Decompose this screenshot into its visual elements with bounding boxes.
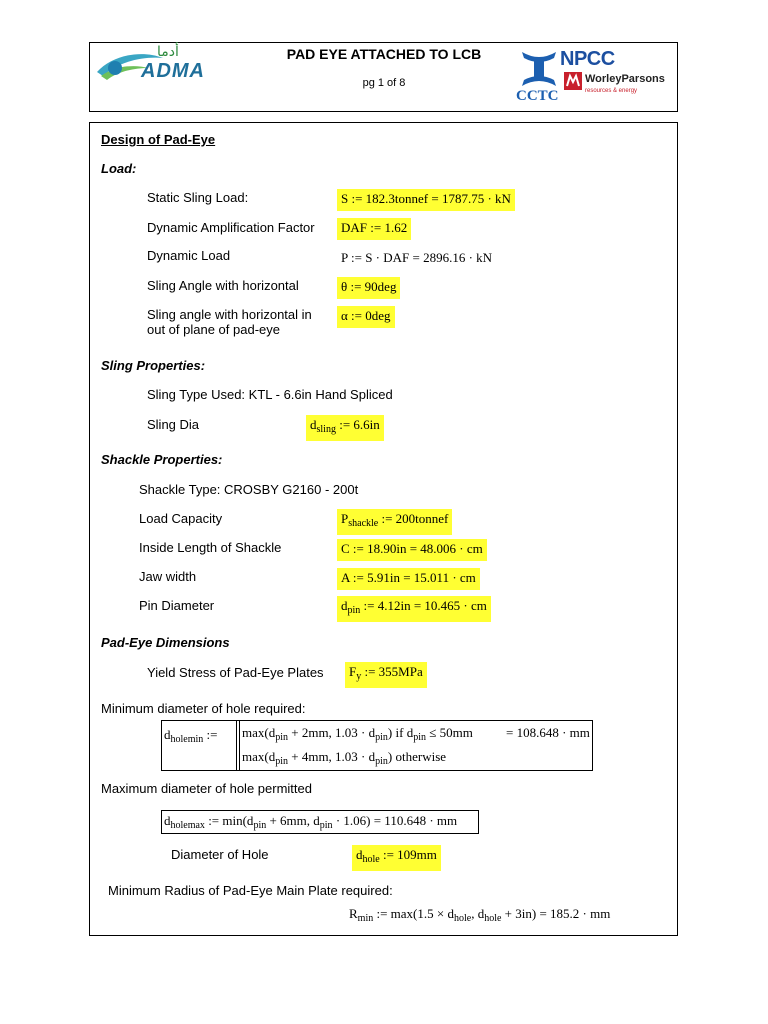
hole-diameter-value: $d_{hole}$ := 109mm (352, 845, 441, 871)
out-of-plane-value: α := 0deg (337, 306, 395, 328)
padeye-dimensions-heading: Pad-Eye Dimensions (101, 635, 230, 650)
pin-diameter-label: Pin Diameter (139, 598, 215, 613)
load-heading: Load: (101, 161, 137, 176)
daf-value: DAF := 1.62 (337, 218, 411, 240)
holemin-divider-inner (239, 721, 240, 770)
max-hole-label: Maximum diameter of hole permitted (101, 781, 312, 796)
shackle-type-text: Shackle Type: CROSBY G2160 - 200t (139, 482, 359, 497)
worleyparsons-emblem-icon (564, 72, 582, 90)
holemin-case-2: $\max(d_{pin} + 4mm$, $1.03 \cdot d_{pin}$) otherwise (242, 749, 447, 767)
sling-dia-value: $d_{sling}$ := 6.6in (306, 415, 384, 441)
adma-logo-arabic: أدما (157, 44, 179, 60)
worleyparsons-tagline: resources & energy (585, 88, 638, 94)
holemin-formula-box (161, 720, 593, 771)
worleyparsons-logo-text: WorleyParsons (585, 73, 665, 85)
yield-stress-value: $F_y$ := 355MPa (345, 662, 427, 688)
load-capacity-value: $P_{shackle}$ := 200tonnef (337, 509, 452, 535)
sling-angle-label: Sling Angle with horizontal (147, 278, 299, 293)
shackle-properties-heading: Shackle Properties: (101, 452, 223, 467)
holemin-case-1: $\max(d_{pin} + 2mm$, $1.03 \cdot d_{pin}$) if $d_{pin} \le 50mm$ (242, 725, 473, 743)
static-load-value: S := 182.3tonnef = 1787.75 · kN (337, 189, 515, 211)
sling-properties-heading: Sling Properties: (101, 358, 206, 373)
npcc-logo (560, 48, 670, 70)
jaw-width-label: Jaw width (139, 569, 197, 584)
npcc-logo-text: NPCC (560, 48, 615, 70)
min-radius-formula: $R_{min}$ := $\max(1.5 \times d_{hole}$, $d_{hole} + 3in) = 185.2$ · mm (349, 906, 611, 924)
cctc-emblem-icon (514, 48, 564, 90)
daf-label: Dynamic Amplification Factor (147, 220, 315, 235)
load-capacity-label: Load Capacity (139, 511, 223, 526)
dynamic-load-label: Dynamic Load (147, 248, 231, 263)
min-hole-label: Minimum diameter of hole required: (101, 701, 306, 716)
design-heading: Design of Pad-Eye (101, 132, 216, 147)
yield-stress-label: Yield Stress of Pad-Eye Plates (147, 665, 324, 680)
out-of-plane-label-line1: Sling angle with horizontal in (147, 307, 312, 322)
jaw-width-value: A := 5.91in = 15.011 · cm (337, 568, 480, 590)
sling-dia-label: Sling Dia (147, 417, 200, 432)
sling-angle-value: θ := 90deg (337, 277, 400, 299)
inside-length-value: C := 18.90in = 48.006 · cm (337, 539, 487, 561)
adma-logo-text: ADMA (141, 60, 205, 82)
hole-diameter-label: Diameter of Hole (171, 847, 269, 862)
out-of-plane-label-line2: out of plane of pad-eye (147, 322, 280, 337)
cctc-logo (514, 48, 564, 106)
dynamic-load-value: P := S · DAF = 2896.16 · kN (341, 250, 493, 265)
cctc-logo-text: CCTC (516, 88, 559, 104)
sling-type-text: Sling Type Used: KTL - 6.6in Hand Spliced (147, 387, 393, 402)
holemin-divider (236, 721, 237, 770)
inside-length-label: Inside Length of Shackle (139, 540, 282, 555)
page-number: pg 1 of 8 (362, 77, 406, 89)
holemax-formula-box: $d_{holemax}$ := $\min(d_{pin} + 6mm$, $d_{pin} \cdot 1.06) = 110.648$ · mm (161, 810, 479, 834)
holemin-result: = 108.648 · mm (506, 725, 590, 740)
document-title: PAD EYE ATTACHED TO LCB (286, 46, 482, 62)
worleyparsons-logo (564, 70, 676, 100)
holemin-lhs: $d_{holemin}$ := (164, 727, 218, 745)
pin-diameter-value: $d_{pin}$ := 4.12in = 10.465 · cm (337, 596, 491, 622)
min-radius-label: Minimum Radius of Pad-Eye Main Plate required: (108, 883, 393, 898)
static-load-label: Static Sling Load: (147, 190, 249, 205)
